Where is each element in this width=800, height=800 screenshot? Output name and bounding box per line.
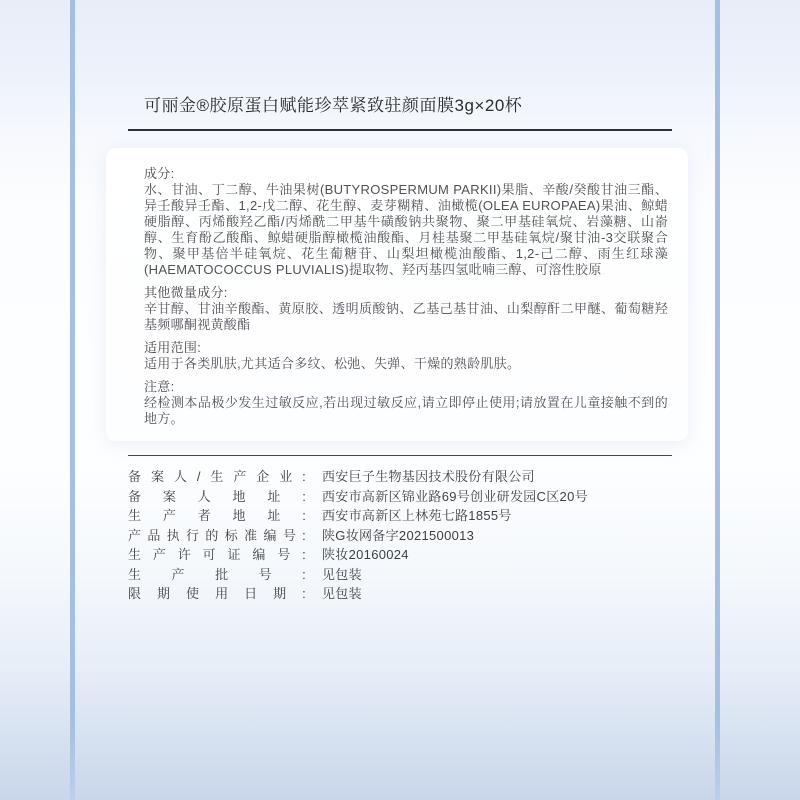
info-row-expiry-date — [128, 584, 672, 604]
info-value: 西安巨子生物基因技术股份有限公司 — [322, 469, 535, 484]
info-label: 限期使用日期: — [128, 586, 306, 601]
section-body: 辛甘醇、甘油辛酸酯、黄原胶、透明质酸钠、乙基己基甘油、山梨醇酐二甲醚、葡萄糖羟基频哪酮视黄酸酯 — [144, 301, 668, 332]
section-heading: 适用范围: — [144, 340, 202, 355]
info-label: 生产者地址: — [128, 508, 306, 523]
info-value: 见包装 — [322, 586, 362, 601]
info-value: 陕G妆网备字2021500013 — [322, 527, 475, 543]
section-heading: 注意: — [144, 379, 175, 394]
section-body: 经检测本品极少发生过敏反应,若出现过敏反应,请立即停止使用;请放置在儿童接触不到的地方。 — [144, 395, 668, 426]
info-value: 西安市高新区锦业路69号创业研发园C区20号 — [322, 488, 588, 504]
info-row-filer-address — [128, 487, 672, 507]
section-heading: 成分: — [144, 166, 175, 181]
section-body: 水、甘油、丁二醇、牛油果树(BUTYROSPERMUM PARKII)果脂、辛酸/癸酸甘油三酯、异壬酸异壬酯、1,2-戊二醇、花生醇、麦芽糊精、油橄榄(OLEA EUROPAEA)果油、鲸蜡硬脂醇、丙烯酸羟乙酯/丙烯酰二甲基牛磺酸钠共聚物、聚二甲基硅氧烷、岩藻糖、山嵛醇、生育酚乙酸酯、鲸蜡硬脂醇橄榄油酸酯、月桂基聚二甲基硅氧烷/聚甘油-3交联聚合物、聚甲基倍半硅氧烷、花生葡糖苷、山梨坦橄榄油酸酯、1,2-己二醇、雨生红球藻(HAEMATOCOCCUS PLUVIALIS)提取物、羟丙基四氢吡喃三醇、可溶性胶原 — [144, 182, 668, 277]
info-label: 产品执行的标准编号: — [128, 527, 306, 543]
divider-line — [128, 455, 672, 456]
info-value: 陕妆20160024 — [322, 547, 409, 562]
section-ingredients — [144, 166, 668, 278]
info-row-producer-address — [128, 506, 672, 526]
content-column — [106, 95, 688, 604]
right-border-line — [715, 0, 720, 800]
info-label: 备案人地址: — [128, 488, 306, 504]
info-row-standard-number — [128, 526, 672, 546]
info-label: 生产批号: — [128, 566, 306, 582]
info-row-filer-manufacturer — [128, 467, 672, 487]
section-caution — [144, 379, 668, 427]
section-applicable-range — [144, 340, 668, 372]
left-border-line — [70, 0, 75, 800]
product-title-block — [128, 95, 672, 131]
registration-info — [128, 467, 672, 604]
info-label: 生产许可证编号: — [128, 547, 306, 562]
section-heading: 其他微量成分: — [144, 285, 228, 300]
info-value: 见包装 — [322, 566, 362, 582]
ingredients-card — [106, 148, 688, 441]
info-row-batch-number — [128, 565, 672, 585]
section-trace-ingredients — [144, 285, 668, 333]
section-body: 适用于各类肌肤,尤其适合多纹、松弛、失弹、干燥的熟龄肌肤。 — [144, 356, 521, 371]
info-row-license-number — [128, 545, 672, 565]
info-label: 备案人/生产企业: — [128, 469, 306, 484]
info-value: 西安市高新区上林苑七路1855号 — [322, 508, 512, 523]
product-title: 可丽金®胶原蛋白赋能珍萃紧致驻颜面膜3g×20杯 — [144, 96, 523, 115]
